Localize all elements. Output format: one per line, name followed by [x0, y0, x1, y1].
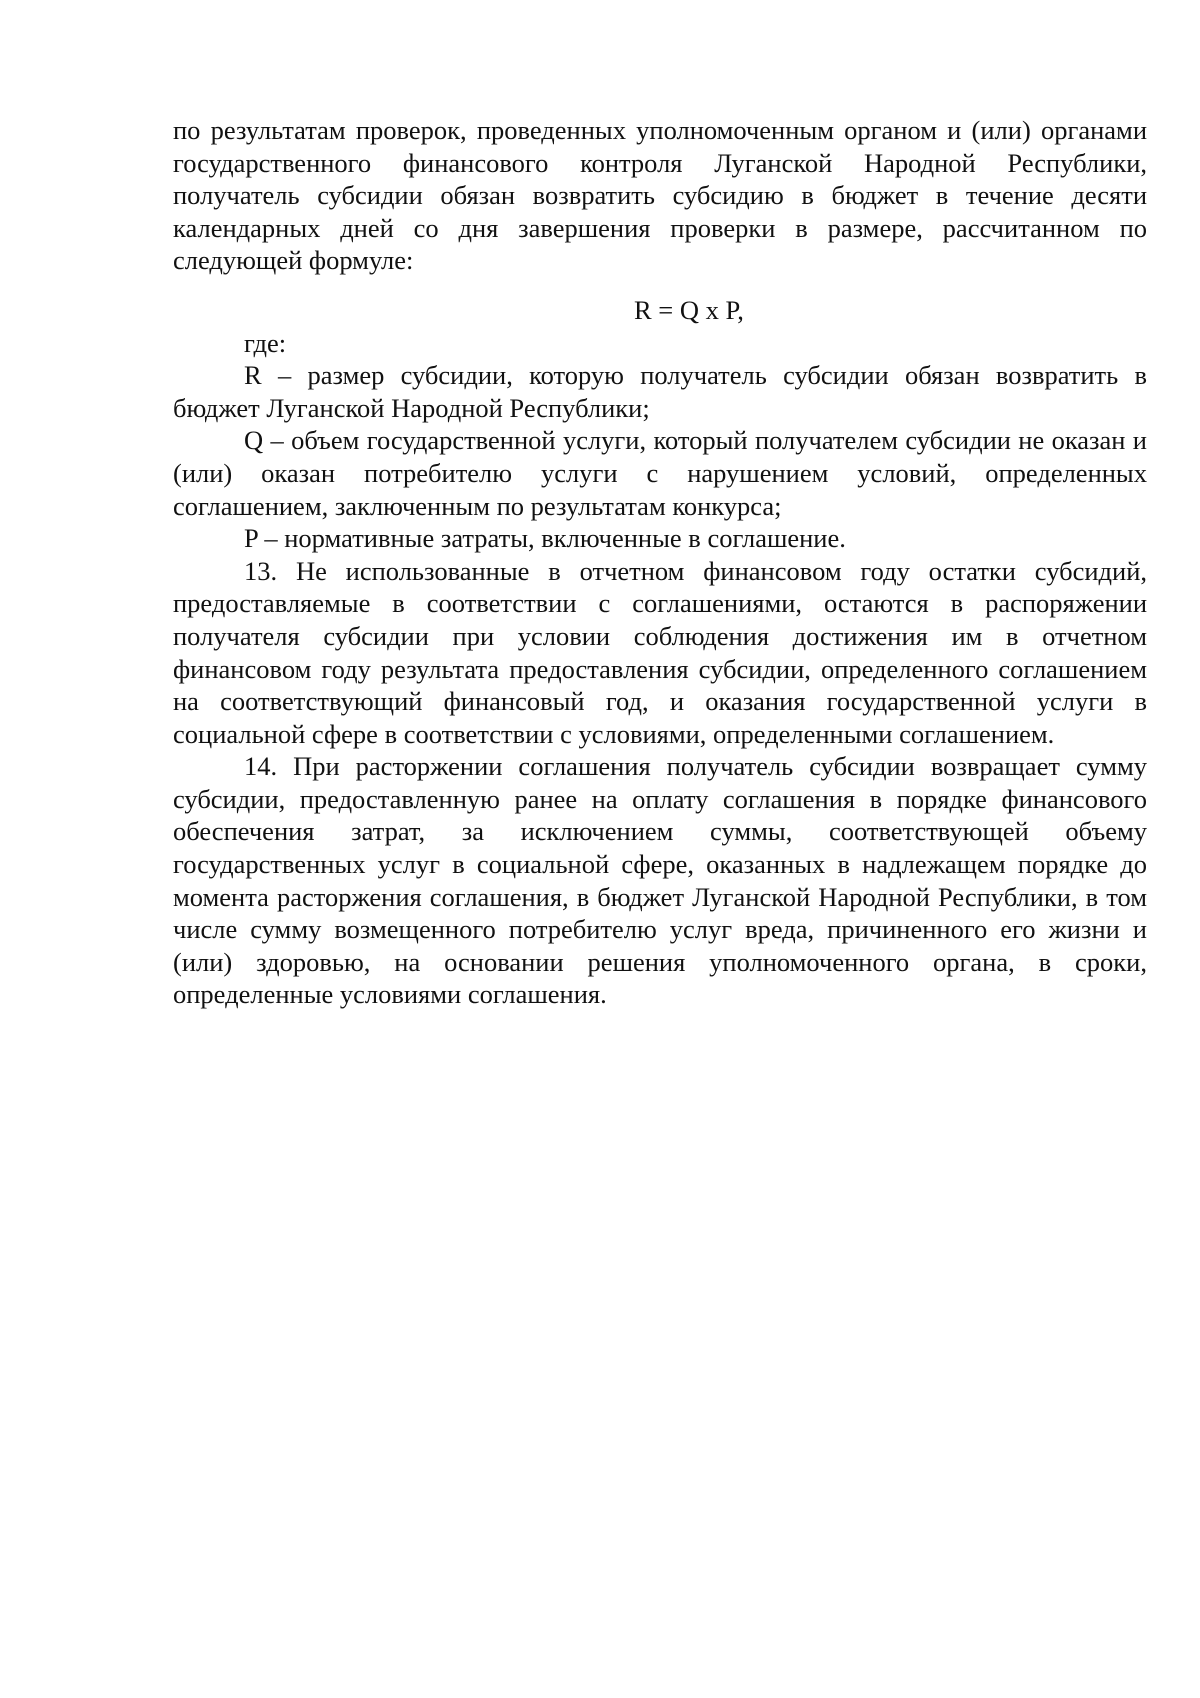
where-label: где: [244, 327, 287, 358]
paragraph-13: 13. Не использованные в отчетном финансовом году остатки субсидий, предоставляемые в соответствии с соглашениями, остаются в распоряжении получателя субсидии при условии соблюдения достижения им в отчетном финансовом году результата предоставления субсидии, определенного соглашением на соответствующий финансовый год, и оказания государственной услуги в социальной сфере в соответствии с условиями, определенными соглашением. [173, 555, 1147, 749]
paragraph-14: 14. При расторжении соглашения получатель субсидии возвращает сумму субсидии, предоставленную ранее на оплату соглашения в порядке финансового обеспечения затрат, за исключением суммы, соответствующей объему государственных услуг в социальной сфере, оказанных в надлежащем порядке до момента расторжения соглашения, в бюджет Луганской Народной Республики, в том числе сумму возмещенного потребителю услуг вреда, причиненного его жизни и (или) здоровью, на основании решения уполномоченного органа, в сроки, определенные условиями соглашения. [173, 751, 1147, 1010]
definition-r: R – размер субсидии, которую получатель субсидии обязан возвратить в бюджет Луганской Народной Республики; [173, 360, 1147, 423]
definition-p: P – нормативные затраты, включенные в соглашение. [244, 523, 846, 554]
definition-q: Q – объем государственной услуги, который получателем субсидии не оказан и (или) оказан потребителю услуги с нарушением условий, определенных соглашением, заключенным по результатам конкурса; [173, 425, 1147, 521]
formula: R = Q x P, [634, 294, 744, 325]
paragraph-intro: по результатам проверок, проведенных уполномоченным органом и (или) органами государственного финансового контроля Луганской Народной Республики, получатель субсидии обязан возвратить субсидию в бюджет в течение десяти календарных дней со дня завершения проверки в размере, рассчитанном по следующей формуле: [173, 115, 1147, 276]
document-body [173, 114, 1147, 1011]
